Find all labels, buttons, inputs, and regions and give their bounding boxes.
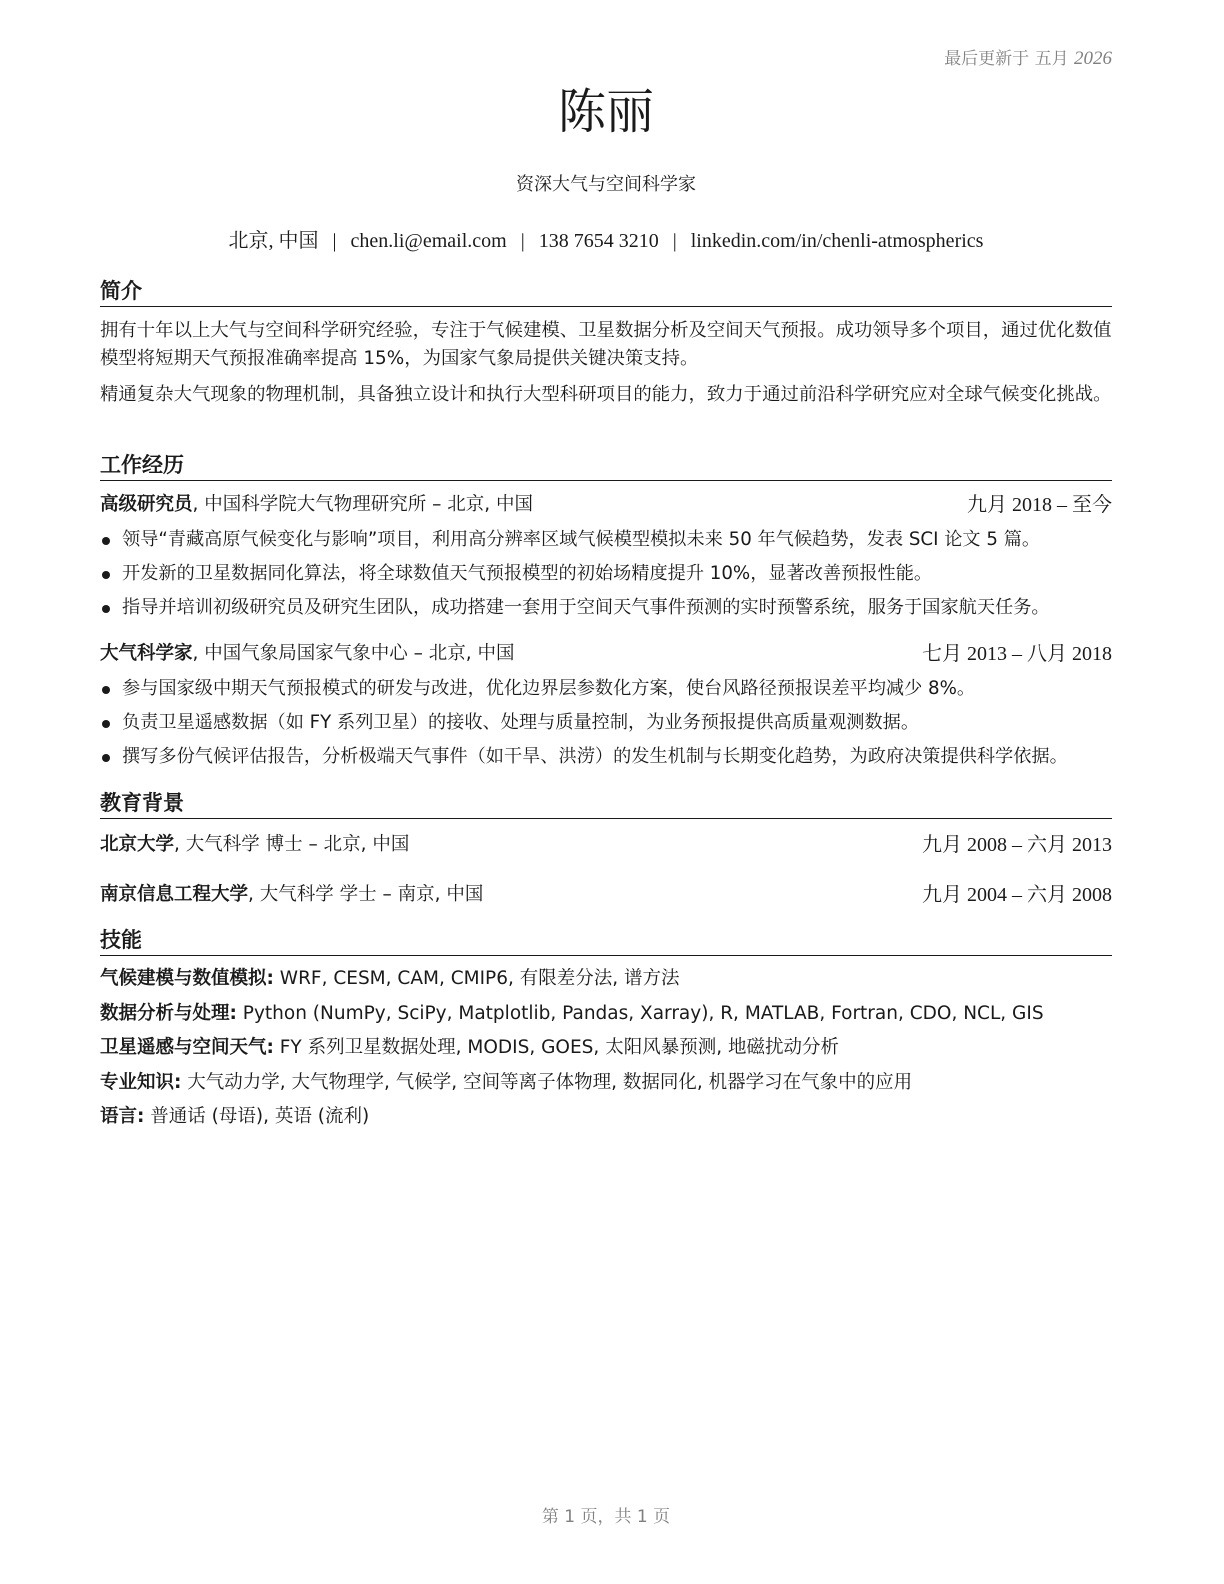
skill-line <box>100 997 1112 1032</box>
bullet-item: 负责卫星遥感数据（如 FY 系列卫星）的接收、处理与质量控制，为业务预报提供高质量观测数据。 <box>100 706 1112 740</box>
experience-entry <box>100 640 1112 774</box>
education-date: 九月 2008 – 六月 2013 <box>922 834 1112 857</box>
education-school: 北京大学 <box>100 834 175 856</box>
section-title-summary: 简介 <box>100 278 1112 307</box>
summary-paragraph: 精通复杂大气现象的物理机制，具备独立设计和执行大型科研项目的能力，致力于通过前沿科学研究应对全球气候变化挑战。 <box>100 384 1112 406</box>
contact-location: 北京, 中国 <box>228 230 319 252</box>
education-detail: , 大气科学 博士 – 北京, 中国 <box>174 834 410 856</box>
contact-separator: | <box>672 230 677 252</box>
bullet-item: 指导并培训初级研究员及研究生团队，成功搭建一套用于空间天气事件预测的实时预警系统，服务于国家航天任务。 <box>100 591 1112 625</box>
bullet-item: 撰写多份气候评估报告，分析极端天气事件（如干旱、洪涝）的发生机制与长期变化趋势，为政府决策提供科学依据。 <box>100 740 1112 774</box>
education-detail: , 大气科学 学士 – 南京, 中国 <box>248 884 484 906</box>
contact-phone[interactable]: 138 7654 3210 <box>538 230 659 252</box>
entry-bullets <box>100 523 1112 625</box>
bullet-item: 参与国家级中期天气预报模式的研发与改进，优化边界层参数化方案，使台风路径预报误差平均减少 8%。 <box>100 672 1112 706</box>
last-updated <box>944 44 1112 70</box>
skill-label: 数据分析与处理: <box>100 1002 237 1024</box>
skill-value: 大气动力学, 大气物理学, 气候学, 空间等离子体物理, 数据同化, 机器学习在气象中的应用 <box>181 1071 913 1093</box>
skill-label: 语言: <box>100 1106 145 1128</box>
skills-list <box>100 962 1112 1135</box>
summary-paragraph: 拥有十年以上大气与空间科学研究经验，专注于气候建模、卫星数据分析及空间天气预报。成功领导多个项目，通过优化数值模型将短期天气预报准确率提高 15%，为国家气象局提供关键决策支持。 <box>100 320 1112 370</box>
entry-header <box>100 491 1112 519</box>
skill-value: FY 系列卫星数据处理, MODIS, GOES, 太阳风暴预测, 地磁扰动分析 <box>273 1037 839 1059</box>
skills-section <box>100 927 1112 1135</box>
skill-label: 气候建模与数值模拟: <box>100 968 274 990</box>
education-date: 九月 2004 – 六月 2008 <box>922 884 1112 907</box>
section-title-skills: 技能 <box>100 927 1112 956</box>
entry-header <box>100 640 1112 668</box>
education-school: 南京信息工程大学 <box>100 884 249 906</box>
contact-separator: | <box>520 230 525 252</box>
bullet-item: 开发新的卫星数据同化算法，将全球数值天气预报模型的初始场精度提升 10%，显著改善预报性能。 <box>100 557 1112 591</box>
skill-value: 普通话 (母语), 英语 (流利) <box>144 1106 370 1128</box>
entry-role: 大气科学家 <box>100 643 193 665</box>
last-updated-year: 2026 <box>1074 48 1112 69</box>
education-section <box>100 790 1112 909</box>
skill-label: 专业知识: <box>100 1071 182 1093</box>
skill-line <box>100 962 1112 997</box>
person-name: 陈丽 <box>557 84 654 140</box>
skill-line <box>100 1031 1112 1066</box>
education-entry <box>100 831 1112 859</box>
experience-entry <box>100 491 1112 625</box>
education-entry <box>100 881 1112 909</box>
skill-label: 卫星遥感与空间天气: <box>100 1037 274 1059</box>
contact-linkedin[interactable]: linkedin.com/in/chenli-atmospherics <box>690 230 984 252</box>
entry-organization: , 中国气象局国家气象中心 – 北京, 中国 <box>192 643 515 665</box>
skill-value: WRF, CESM, CAM, CMIP6, 有限差分法, 谱方法 <box>273 968 680 990</box>
section-title-education: 教育背景 <box>100 790 1112 819</box>
contact-separator: | <box>332 230 337 252</box>
contact-line <box>100 224 1112 253</box>
entry-date: 九月 2018 – 至今 <box>967 494 1112 517</box>
section-title-experience: 工作经历 <box>100 452 1112 481</box>
bullet-item: 领导“青藏高原气候变化与影响”项目，利用高分辨率区域气候模型模拟未来 50 年气候趋势，发表 SCI 论文 5 篇。 <box>100 523 1112 557</box>
experience-section <box>100 452 1112 774</box>
entry-role: 高级研究员 <box>100 494 193 516</box>
entry-date: 七月 2013 – 八月 2018 <box>922 643 1112 666</box>
resume-page <box>100 0 1112 1584</box>
skill-line <box>100 1100 1112 1135</box>
skill-value: Python (NumPy, SciPy, Matplotlib, Pandas, Xarray), R, MATLAB, Fortran, CDO, NCL, GIS <box>236 1002 1044 1024</box>
contact-email[interactable]: chen.li@email.com <box>350 230 507 252</box>
last-updated-prefix: 最后更新于 五月 <box>944 49 1074 69</box>
page-footer: 第 1 页，共 1 页 <box>541 1507 671 1527</box>
entry-bullets <box>100 672 1112 774</box>
skill-line <box>100 1066 1112 1101</box>
summary-section <box>100 278 1112 409</box>
job-title: 资深大气与空间科学家 <box>516 174 696 195</box>
entry-organization: , 中国科学院大气物理研究所 – 北京, 中国 <box>192 494 534 516</box>
